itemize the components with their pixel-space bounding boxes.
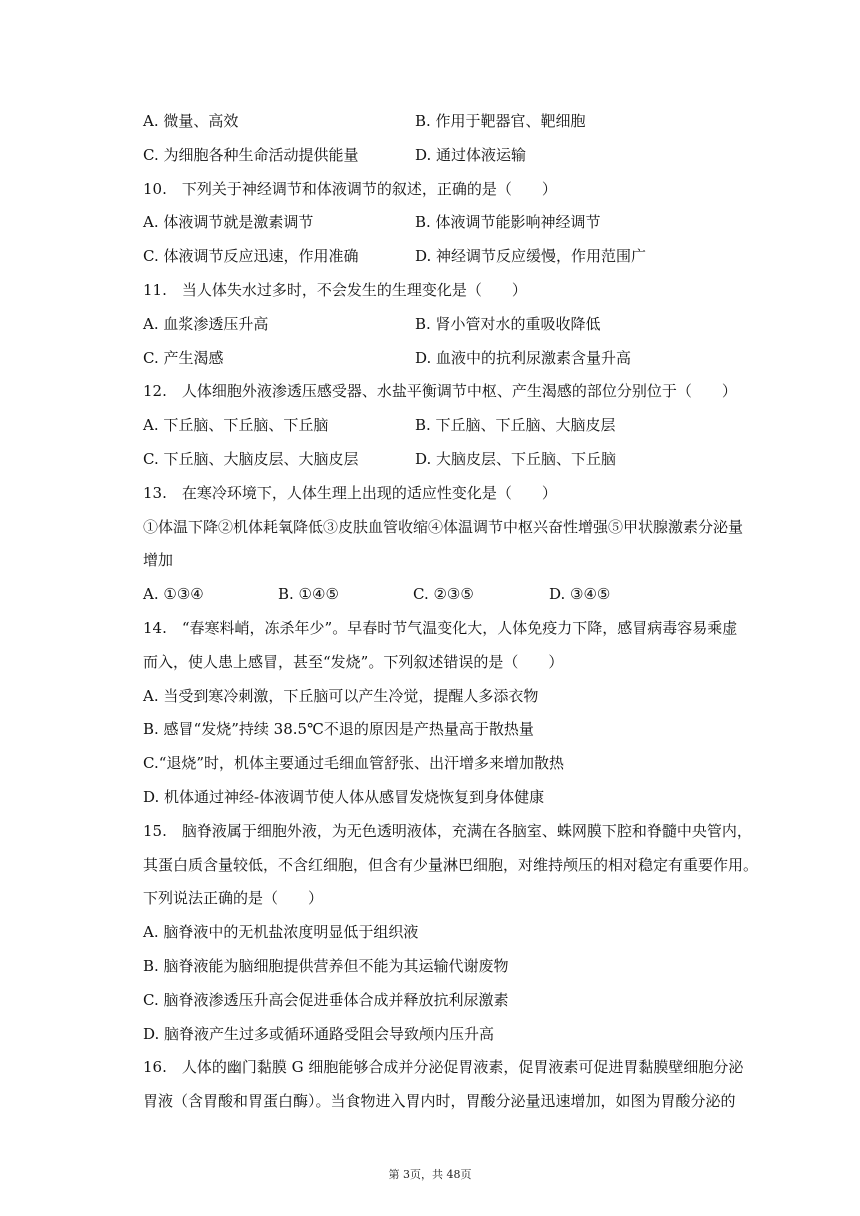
option-b: B. 下丘脑、下丘脑、大脑皮层 <box>415 416 616 435</box>
text-line: B. 脑脊液能为脑细胞提供营养但不能为其运输代谢废物 <box>143 957 509 975</box>
text-line: D. 脑脊液产生过多或循环通路受阻会导致颅内压升高 <box>143 1024 495 1043</box>
text-line: ①体温下降②机体耗氧降低③皮肤血管收缩④体温调节中枢兴奋性增强⑤甲状腺激素分泌量 <box>143 517 744 536</box>
text-line: 13. 在寒冷环境下，人体生理上出现的适应性变化是（ ） <box>143 483 557 502</box>
option-b: B. 作用于靶器官、靶细胞 <box>415 112 586 130</box>
text-line: D. 机体通过神经-体液调节使人体从感冒发烧恢复到身体健康 <box>143 788 545 806</box>
text-line: A. 当受到寒冷刺激，下丘脑可以产生冷觉，提醒人多添衣物 <box>143 686 539 705</box>
option-b: B. 体液调节能影响神经调节 <box>415 213 601 232</box>
text-line: 10. 下列关于神经调节和体液调节的叙述，正确的是（ ） <box>143 179 557 198</box>
option-a: C. 为细胞各种生命活动提供能量 <box>143 145 359 164</box>
text-line: 增加 <box>143 551 174 570</box>
option-a: A. 体液调节就是激素调节 <box>143 213 314 232</box>
page-footer: 第 3页，共 48页 <box>388 1168 472 1181</box>
option-b: B. 肾小管对水的重吸收降低 <box>415 314 601 333</box>
text-line: 胃液（含胃酸和胃蛋白酶）。当食物进入胃内时，胃酸分泌量迅速增加，如图为胃酸分泌的 <box>143 1092 736 1111</box>
option-b: D. 神经调节反应缓慢，作用范围广 <box>415 247 647 266</box>
text-line: 11. 当人体失水过多时，不会发生的生理变化是（ ） <box>143 281 527 299</box>
text-line: 14. “春寒料峭，冻杀年少”。早春时节气温变化大，人体免疫力下降，感冒病毒容易乘虚 <box>143 619 738 637</box>
option-c: C. ②③⑤ <box>413 585 474 604</box>
option-a: A. ①③④ <box>143 585 204 604</box>
option-b: D. 通过体液运输 <box>415 145 527 164</box>
text-line: C.“退烧”时，机体主要通过毛细血管舒张、出汗增多来增加散热 <box>143 754 565 773</box>
text-line: 下列说法正确的是（ ） <box>143 889 324 908</box>
option-b: B. ①④⑤ <box>278 585 339 604</box>
option-b: D. 大脑皮层、下丘脑、下丘脑 <box>415 450 617 468</box>
text-line: B. 感冒“发烧”持续 38.5℃不退的原因是产热量高于散热量 <box>143 720 534 739</box>
option-a: A. 血浆渗透压升高 <box>143 314 269 333</box>
option-a: A. 下丘脑、下丘脑、下丘脑 <box>143 416 329 435</box>
text-line: 16. 人体的幽门黏膜 G 细胞能够合成并分泌促胃液素，促胃液素可促进胃黏膜壁细胞分泌 <box>143 1058 744 1077</box>
option-a: C. 体液调节反应迅速，作用准确 <box>143 247 359 266</box>
option-d: D. ③④⑤ <box>549 585 611 604</box>
text-line: 而入，使人患上感冒，甚至“发烧”。下列叙述错误的是（ ） <box>143 652 564 671</box>
text-line: 12. 人体细胞外液渗透压感受器、水盐平衡调节中枢、产生渴感的部位分别位于（ ） <box>143 382 737 401</box>
option-b: D. 血液中的抗利尿激素含量升高 <box>415 348 632 367</box>
option-a: C. 产生渴感 <box>143 348 224 367</box>
text-line: 15. 脑脊液属于细胞外液，为无色透明液体，充满在各脑室、蛛网膜下腔和脊髓中央管内， <box>143 821 752 840</box>
option-a: A. 微量、高效 <box>143 112 239 130</box>
text-line: 其蛋白质含量较低，不含红细胞，但含有少量淋巴细胞，对维持颅压的相对稳定有重要作用。 <box>143 855 759 874</box>
option-a: C. 下丘脑、大脑皮层、大脑皮层 <box>143 450 359 468</box>
text-line: A. 脑脊液中的无机盐浓度明显低于组织液 <box>143 923 419 942</box>
text-line: C. 脑脊液渗透压升高会促进垂体合成并释放抗利尿激素 <box>143 990 509 1009</box>
